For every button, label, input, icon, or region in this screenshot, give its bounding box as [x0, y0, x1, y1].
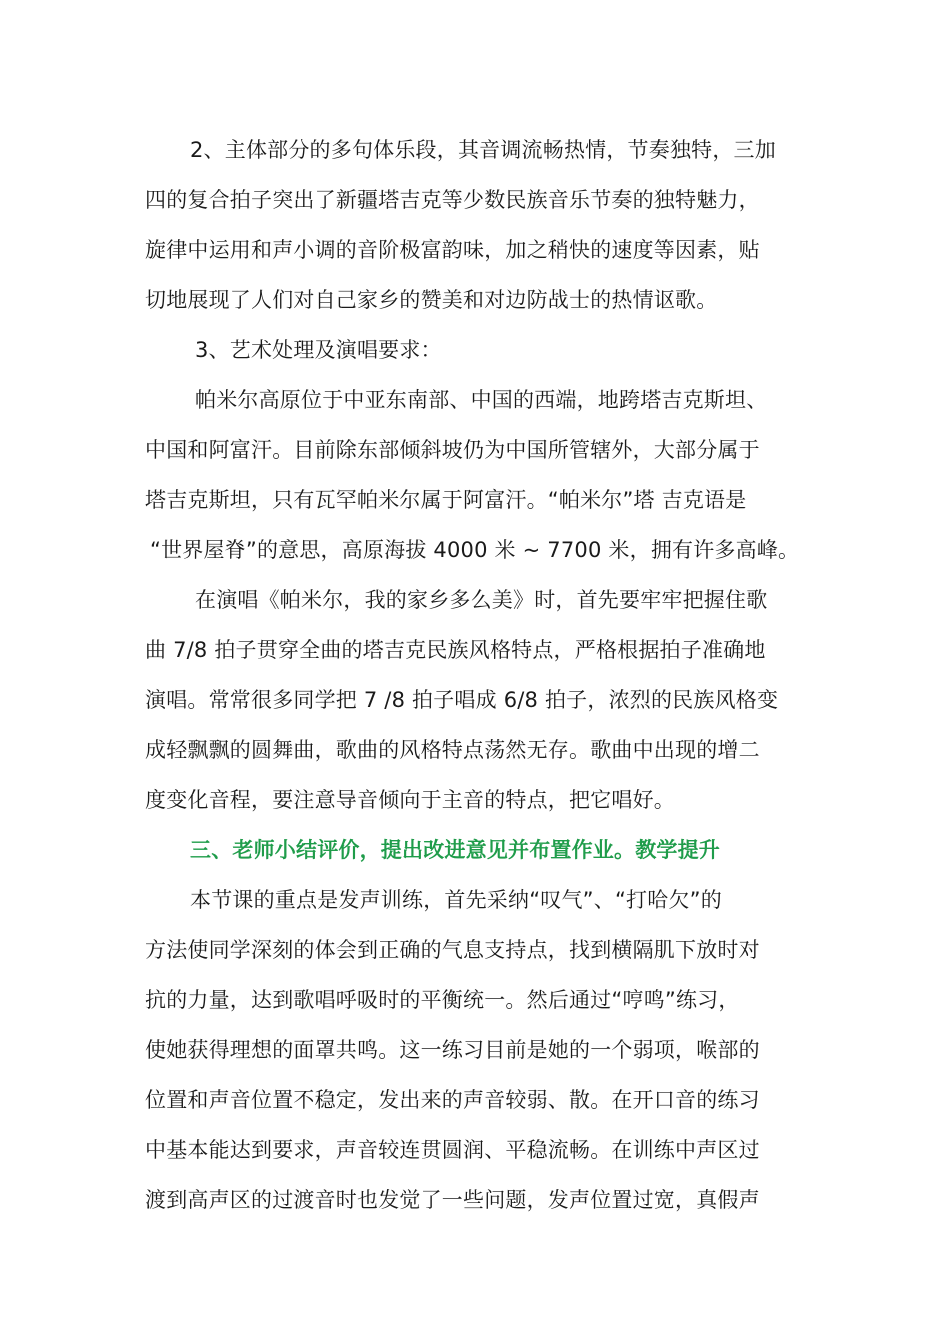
- paragraph-line: 方法使同学深刻的体会到正确的气息支持点，找到横隔肌下放时对: [145, 938, 760, 962]
- paragraph-line: 帕米尔高原位于中亚东南部、中国的西端，地跨塔吉克斯坦、: [195, 388, 768, 412]
- paragraph-line: 在演唱《帕米尔，我的家乡多么美》时，首先要牢牢把握住歌: [195, 588, 768, 612]
- paragraph-line: 度变化音程，要注意导音倾向于主音的特点，把它唱好。: [145, 788, 675, 812]
- paragraph-line: 抗的力量，达到歌唱呼吸时的平衡统一。然后通过“哼鸣”练习，: [145, 988, 740, 1012]
- paragraph-line: 四的复合拍子突出了新疆塔吉克等少数民族音乐节奏的独特魅力，: [145, 188, 760, 212]
- section-subheading: 3、艺术处理及演唱要求：: [195, 338, 442, 362]
- paragraph-line: 中基本能达到要求，声音较连贯圆润、平稳流畅。在训练中声区过: [145, 1138, 760, 1162]
- paragraph-line: “世界屋脊”的意思，高原海拔 4000 米 ~ 7700 米，拥有许多高峰。: [150, 538, 800, 562]
- paragraph-line: 本节课的重点是发声训练，首先采纳“叹气”、“打哈欠”的: [190, 888, 722, 912]
- paragraph-line: 成轻飘飘的圆舞曲，歌曲的风格特点荡然无存。歌曲中出现的增二: [145, 738, 760, 762]
- paragraph-line: 旋律中运用和声小调的音阶极富韵味，加之稍快的速度等因素，贴: [145, 238, 760, 262]
- paragraph-line: 渡到高声区的过渡音时也发觉了一些问题，发声位置过宽，真假声: [145, 1188, 760, 1212]
- paragraph-line: 切地展现了人们对自己家乡的赞美和对边防战士的热情讴歌。: [145, 288, 718, 312]
- paragraph-line: 中国和阿富汗。目前除东部倾斜坡仍为中国所管辖外，大部分属于: [145, 438, 760, 462]
- paragraph-line: 使她获得理想的面罩共鸣。这一练习目前是她的一个弱项，喉部的: [145, 1038, 760, 1062]
- paragraph-line: 位置和声音位置不稳定，发出来的声音较弱、散。在开口音的练习: [145, 1088, 760, 1112]
- paragraph-line: 塔吉克斯坦，只有瓦罕帕米尔属于阿富汗。“帕米尔”塔 吉克语是: [145, 488, 747, 512]
- paragraph-line: 演唱。常常很多同学把 7 /8 拍子唱成 6/8 拍子，浓烈的民族风格变: [145, 688, 779, 712]
- paragraph-line: 曲 7/8 拍子贯穿全曲的塔吉克民族风格特点，严格根据拍子准确地: [145, 638, 766, 662]
- paragraph-line: 2、主体部分的多句体乐段，其音调流畅热情，节奏独特，三加: [190, 138, 776, 162]
- section-heading: 三、老师小结评价，提出改进意见并布置作业。教学提升: [190, 838, 720, 862]
